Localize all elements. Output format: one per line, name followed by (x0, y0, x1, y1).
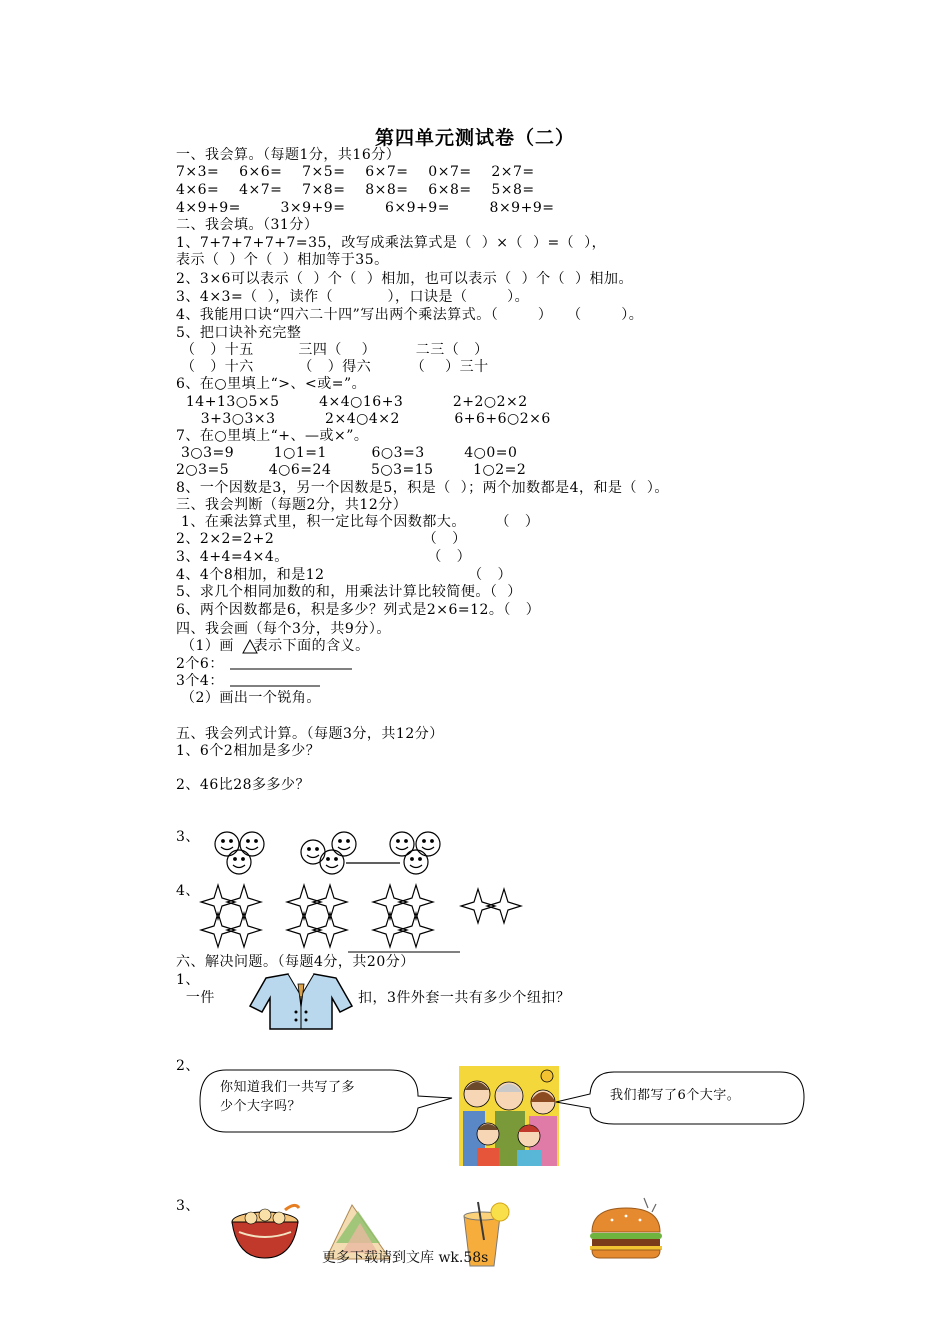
fill-q5-row1: （ ）十五 三四（ ） 二三（ ） (176, 342, 489, 358)
judge-q2: 2、2×2=2+2 （ ） (176, 531, 467, 547)
solve-q2-number: 2、 (176, 1058, 200, 1074)
fill-q6-row2: 3+3○3×3 2×4○4×2 6+6+6○2×6 (176, 411, 551, 427)
calc-row-3: 4×9+9= 3×9+9= 6×9+9= 8×9+9= (176, 200, 555, 216)
solve-q1-end: 扣，3件外套一共有多少个纽扣？ (358, 990, 571, 1006)
solve-q1-number: 1、 (176, 972, 200, 988)
draw-q2: （2）画出一个锐角。 (176, 690, 321, 706)
solve-q3-number: 3、 (176, 1198, 200, 1214)
smiley-icon (301, 840, 325, 864)
draw-3x4-label: 3个4： (176, 673, 224, 689)
stars-group (198, 880, 528, 956)
draw-q1: （1）画 表示下面的含义。 (176, 638, 370, 654)
section-5-heading: 五、我会列式计算。（每题3分，共12分） (176, 726, 444, 742)
fill-q7-row1: 3○3=9 1○1=1 6○3=3 4○0=0 (176, 445, 518, 461)
section-4-heading: 四、我会画（每个3分，共9分）。 (176, 621, 391, 637)
list-q3: 3、 (176, 829, 200, 845)
triangle-icon (242, 639, 258, 654)
smiley-icon (215, 832, 239, 856)
fill-q8: 8、一个因数是3，另一个因数是5，积是（ ）；两个加数都是4，和是（ ）。 (176, 480, 669, 496)
calc-row-2: 4×6= 4×7= 7×8= 8×8= 6×8= 5×8= (176, 182, 535, 198)
hamburger-icon (586, 1196, 670, 1266)
smiley-faces-group (210, 830, 460, 878)
fill-q2: 2、3×6可以表示（ ）个（ ）相加，也可以表示（ ）个（ ）相加。 (176, 271, 634, 287)
list-q1: 1、6个2相加是多少？ (176, 743, 321, 759)
fill-q5: 5、把口诀补充完整 (176, 325, 302, 341)
smiley-icon (404, 850, 428, 874)
judge-q6: 6、两个因数都是6，积是多少？列式是2×6=12。（ ） (176, 602, 541, 618)
fill-q6: 6、在○里填上“>、<或=”。 (176, 376, 367, 392)
bubble-right-text: 我们都写了6个大字。 (610, 1088, 741, 1103)
jacket-icon (246, 972, 356, 1032)
star-icon (461, 889, 495, 923)
fill-q3: 3、4×3=（ ），读作（ ），口诀是（ ）。 (176, 289, 530, 305)
smiley-icon (390, 832, 414, 856)
family-image (459, 1066, 559, 1166)
smiley-icon (320, 850, 344, 874)
fill-q1: 1、7+7+7+7+7=35，改写成乘法算式是（ ）×（ ）=（ ）， (176, 235, 607, 251)
section-1-heading: 一、我会算。（每题1分，共16分） (176, 147, 401, 163)
fill-q7-row2: 2○3=5 4○6=24 5○3=15 1○2=2 (176, 462, 527, 478)
judge-q4: 4、4个8相加，和是12 （ ） (176, 567, 512, 583)
smiley-icon (416, 832, 440, 856)
bubble-left-line2: 少个大字吗？ (220, 1099, 302, 1114)
calc-row-1: 7×3= 6×6= 7×5= 6×7= 0×7= 2×7= (176, 164, 535, 180)
smiley-icon (332, 832, 356, 856)
fill-q1-cont: 表示（ ）个（ ）相加等于35。 (176, 252, 389, 268)
solve-q1-start: 一件 (176, 990, 215, 1006)
list-q4: 4、 (176, 883, 200, 899)
section-6-heading: 六、解决问题。（每题4分，共20分） (176, 954, 415, 970)
fill-q5-row2: （ ）十六 （ ）得六 （ ）三十 (176, 359, 489, 375)
smiley-icon (240, 832, 264, 856)
answer-line-2x6 (230, 668, 355, 670)
bubble-left-line1: 你知道我们一共写了多 (220, 1080, 356, 1095)
section-3-heading: 三、我会判断（每题2分，共12分） (176, 497, 408, 513)
star-icon (487, 889, 521, 923)
draw-2x6-label: 2个6： (176, 656, 224, 672)
noodle-bowl-icon (229, 1202, 305, 1260)
judge-q5: 5、求几个相同加数的和，用乘法计算比较简便。（ ） (176, 584, 522, 600)
fill-q6-row1: 14+13○5×5 4×4○16+3 2+2○2×2 (176, 394, 528, 410)
judge-q1: 1、在乘法算式里，积一定比每个因数都大。 （ ） (176, 514, 540, 530)
answer-line-3x4 (230, 685, 325, 687)
page-title: 第四单元测试卷（二） (374, 127, 575, 149)
smiley-icon (227, 850, 251, 874)
watermark-text: 更多下载请到文库 wk.58s (322, 1250, 489, 1266)
fill-q7: 7、在○里填上“+、—或×”。 (176, 428, 369, 444)
judge-q3: 3、4+4=4×4。 （ ） (176, 549, 472, 565)
fill-q4: 4、我能用口诀“四六二十四”写出两个乘法算式。（ ） （ ）。 (176, 307, 644, 323)
section-2-heading: 二、我会填。（31分） (176, 217, 319, 233)
list-q2: 2、46比28多多少？ (176, 777, 311, 793)
